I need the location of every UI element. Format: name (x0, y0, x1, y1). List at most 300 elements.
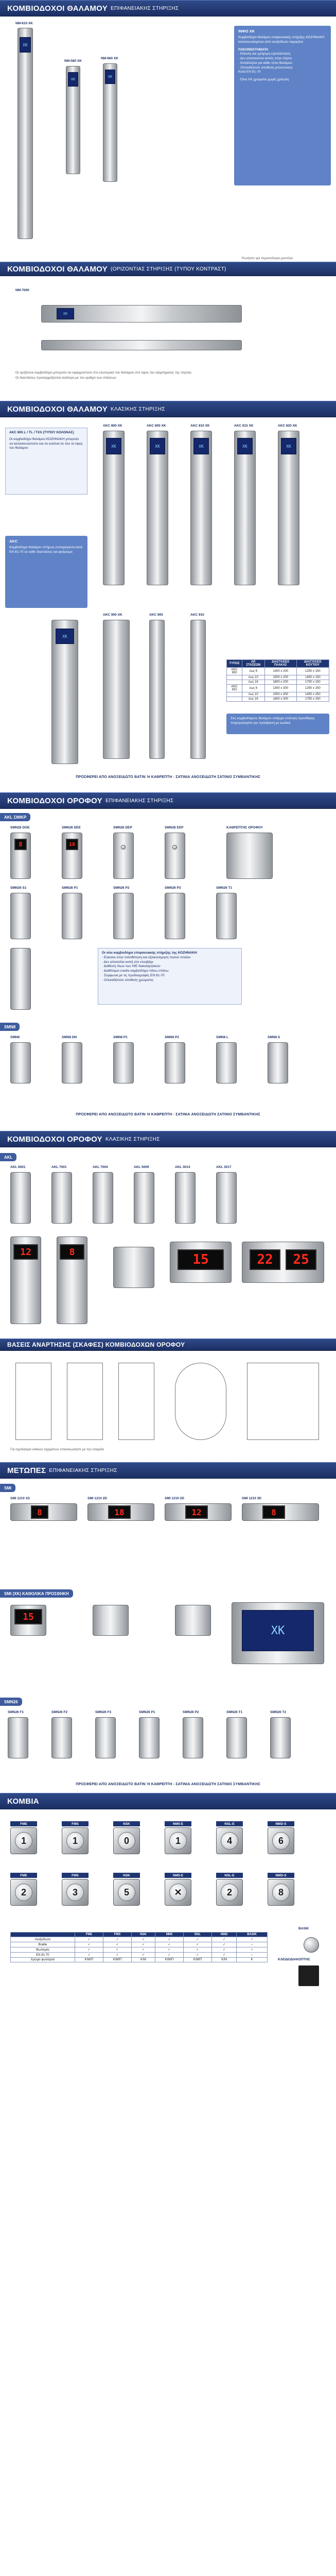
table-cell: ✓ (237, 1947, 268, 1953)
button-glyph: 4 (221, 1832, 238, 1850)
section-note: Ρωτήστε για περισσότερα μοντέλα (242, 257, 293, 260)
footer-line: ΠΡΟΣΦΕΡΕΙ ΑΠΟ ΑΝΟΞΕΙΔΩΤΟ ΒΑΤΙΝ Ή ΚΑΘΡΕΠΤΗ - ΣΑΤΙΝΙΑ ΑΝΟΞΕΙΔΩΤΗ ΣΑΤΙΝΙΟ ΣΥΜΒΑΝΤΙΚΗΣ (76, 775, 260, 779)
floor-panel (113, 1042, 134, 1083)
section-title: ΚΟΜΒΙΟΔΟΧΟΙ ΘΑΛΑΜΟΥ (7, 264, 108, 274)
table-cell: έως 10 (242, 675, 264, 680)
table-cell: ✓ (212, 1942, 237, 1947)
button-glyph: 6 (272, 1832, 290, 1850)
subsection-tag: AKL (0, 1153, 16, 1161)
model-label: SMN8 P1 (113, 1036, 128, 1039)
floor-digit-display: 8 (60, 1244, 84, 1260)
push-button[interactable] (113, 1827, 140, 1854)
table-header: NMD (212, 1933, 237, 1937)
info-line: κατασκευασμένοι από ανοξείδωτο λαμαρίνα (238, 40, 304, 44)
cabin-panel (103, 620, 130, 759)
subsection-tag: AKL ΣΜΙΚΡ (0, 813, 30, 821)
model-label: AKL 3017 (216, 1165, 232, 1169)
footer-line: ΠΡΟΣΦΕΡΕΙ ΑΠΟ ΑΝΟΞΕΙΔΩΤΟ ΒΑΤΙΝ Ή ΚΑΘΡΕΠΤΗ - ΣΑΤΙΝΙΑ ΑΝΟΞΕΙΔΩΤΗ ΣΑΤΙΝΙΟ ΣΥΜΒΑΝΤΙΚΗΣ (76, 1113, 260, 1116)
table-cell: Braille (11, 1942, 75, 1947)
table-header: ΤΥΠΟΣ (227, 660, 242, 668)
table-cell: AKC 900 (227, 668, 242, 675)
table-cell: 1300 x 200 (264, 668, 296, 675)
button-type-label: NSL-E (216, 1873, 243, 1878)
section-subtitle: ΕΠΙΦΑΝΕΙΑΚΗΣ ΣΤΗΡΙΞΗΣ (49, 1467, 117, 1473)
table-cell: ✓ (237, 1937, 268, 1942)
section-header-cabin-lcd (0, 0, 336, 16)
button-type-label: NSL-E (216, 1821, 243, 1826)
section-header-cabin-classic (0, 401, 336, 417)
section-title: ΚΟΜΒΙΟΔΟΧΟΙ ΘΑΛΑΜΟΥ (7, 4, 108, 13)
floor-panel (216, 1172, 237, 1224)
section-subtitle: ΕΠΙΦΑΝΕΙΑΚΗΣ ΣΤΗΡΙΞΗΣ (111, 5, 179, 11)
indicator-panel (183, 1717, 203, 1758)
model-label: SMN26 T2 (270, 1710, 287, 1714)
push-button[interactable] (268, 1879, 294, 1906)
model-label: SMN8 DN (62, 1036, 77, 1039)
floor-panel-square (113, 1247, 154, 1288)
floor-digit-display: 8 (14, 839, 27, 850)
lcd-display: XK (68, 72, 78, 87)
table-header: NSK (132, 1933, 155, 1937)
button-glyph: 3 (66, 1884, 84, 1901)
table-cell: ✓ (132, 1942, 155, 1947)
model-label: SMN26 DOE (10, 826, 30, 829)
table-cell: έως 6 (242, 668, 264, 675)
table-row (227, 692, 329, 697)
info-line: Οι νέοι κομβιοδόχοι επιφανειακής στήριξης της ΚΟΖΗΝΑΚΗ (102, 951, 197, 955)
table-cell: – (237, 1942, 268, 1947)
subsection-tag: SMN8 (0, 1023, 20, 1031)
model-label: AKL 6001 (10, 1165, 26, 1169)
floor-digit-display: 18 (108, 1505, 131, 1519)
table-cell (227, 697, 242, 702)
indicator-panel (8, 1717, 28, 1758)
model-label: AKL 7001 (51, 1165, 67, 1169)
table-row (11, 1947, 268, 1953)
table-cell: ✓ (212, 1953, 237, 1958)
indicator-panel (226, 1717, 247, 1758)
model-label: SMN26 T1 (216, 886, 233, 890)
info-line: ΠΛΕΟΝΕΚΤΗΜΑΤΑ (238, 47, 269, 52)
side-label: ΚΛΕΙΔΟΔΙΑΚΟΠΤΗΣ (278, 1958, 310, 1961)
table-header: FME (75, 1933, 103, 1937)
lcd-display: XK (57, 308, 74, 319)
info-text: Κομβιοδόχοι θαλάμου πλήρως εντοιχισμένοι κατά EN 81-70 σε κάθε διαστάσεις και φινίρισμα (9, 546, 83, 554)
info-line: · Διάθεση όλων των Η/Ε διακοσμητικών (102, 964, 161, 969)
section-note: Οι διαστάσεις προσαρμόζονται ανάλογα με τον αριθμό των στάσεων (15, 376, 116, 380)
table-cell: έως 16 (242, 697, 264, 702)
info-box-keypad (226, 714, 329, 734)
info-line: · Σύμφωνα με τις προδιαγραφές EN 81-70 (102, 973, 165, 977)
floor-panel (134, 1172, 154, 1224)
floor-panel (165, 1042, 185, 1083)
table-cell (227, 680, 242, 685)
lcd-display: XK (56, 629, 74, 644)
model-label: SMI 1210 2D (165, 1497, 184, 1500)
info-text: Στις κομβιοδόχους θαλάμου υπάρχει επιλογή προσθήκης πληκτρολογίου για πρόσβαση με κωδικό (231, 717, 315, 725)
model-label: AKL 5009 (134, 1165, 149, 1169)
model-label: SMN8 L (216, 1036, 228, 1039)
table-cell: K (237, 1958, 268, 1962)
button-type-label: NM5-E (165, 1873, 191, 1878)
floor-panel (10, 1042, 31, 1083)
floor-panel (113, 893, 134, 939)
floor-panel (175, 1172, 196, 1224)
section-title: ΜΕΤΩΠΕΣ (7, 1466, 46, 1475)
model-label: ΚΑΘΡΕΠΤΗΣ ΟΡΟΦΟΥ (226, 826, 263, 829)
lcd-display: XK (193, 438, 209, 454)
button-type-label: NMD-S (268, 1821, 294, 1826)
info-line: · Οποιαδήποτε σύνθεση μπουτονιών (238, 65, 293, 70)
model-label: SMN8 P2 (165, 1036, 179, 1039)
floor-panel (51, 1172, 72, 1224)
button-type-label: NSK (113, 1873, 140, 1878)
info-heading: AKC (9, 539, 18, 544)
section-note: Οι οριζόντιοι κομβιοδόχοι μπορούν να εφαρμοστούν στο εσωτερικό του θαλάμου στο ύψος του εξαρτήματος της πόρτας (15, 371, 192, 375)
info-heading: ΙΝΦΟ ΧΚ (238, 29, 255, 33)
table-cell: ✓ (75, 1953, 103, 1958)
info-line: Κατά EN 81-70 (238, 70, 261, 74)
table-cell (227, 675, 242, 680)
table-cell: ✓ (103, 1937, 132, 1942)
section-header-bases (0, 1338, 336, 1351)
info-box-column (5, 428, 87, 495)
info-line: Κομβιοδόχοι θαλάμου επιφανειακής στήριξης ΚΟΖΗΝΑΚΗ (238, 36, 325, 40)
floor-panel (10, 1172, 31, 1224)
model-label: SMN26 S1 (10, 886, 27, 890)
lcd-display: XK (105, 70, 115, 84)
table-cell: K/M/Π (75, 1958, 103, 1962)
call-button[interactable] (121, 845, 126, 850)
table-cell: ✓ (75, 1942, 103, 1947)
base-drawing (15, 1363, 51, 1440)
button-type-label: NMD-S (268, 1873, 294, 1878)
push-button[interactable] (10, 1827, 37, 1854)
section-header-floor-surface (0, 792, 336, 809)
info-line: · Δεν απαιτούνται κοπές στην πόρτα (238, 57, 292, 61)
info-box-akc (5, 536, 87, 608)
table-cell: Ανοξείδωτο (11, 1937, 75, 1942)
table-cell: 1800 x 200 (264, 680, 296, 685)
base-drawing (118, 1363, 154, 1440)
table-cell: ✓ (132, 1953, 155, 1958)
floor-mirror-panel (226, 833, 273, 879)
section-subtitle: ΕΠΙΦΑΝΕΙΑΚΗΣ ΣΤΗΡΙΞΗΣ (105, 798, 174, 804)
table-row (11, 1953, 268, 1958)
floor-panel (113, 833, 134, 879)
model-label: AKL 3014 (175, 1165, 190, 1169)
model-label: SMN26 DEE (62, 826, 81, 829)
dimensions-table (226, 659, 329, 702)
section-title: ΚΟΜΒΙΟΔΟΧΟΙ ΘΑΛΑΜΟΥ (7, 404, 108, 414)
floor-panel (216, 893, 237, 939)
model-label: SMN26 DEP (113, 826, 132, 829)
subsection-tag: SMI (0, 1484, 15, 1492)
section-header-cabin-horizontal (0, 262, 336, 276)
button-type-label: NSK (113, 1821, 140, 1826)
table-cell: ✓ (75, 1937, 103, 1942)
table-cell: 1450 x 250 (296, 692, 329, 697)
table-header: ΔΙΑΣΤΑΣΕΙΣ ΚΟΥΤΙΟΥ (296, 660, 329, 668)
button-glyph: 1 (15, 1832, 32, 1850)
table-cell: K/M/Π (183, 1958, 211, 1962)
model-label: SMN26 F1 (8, 1710, 24, 1714)
floor-digit-display: 8 (262, 1505, 285, 1519)
indicator-panel (270, 1717, 291, 1758)
table-cell: AKC 910 (227, 685, 242, 692)
floor-panel (62, 1042, 82, 1083)
subsection-tag: SMI (ΧΚ) ΚΑΘΟΛΙΚΑ ΠΡΟΣΘΗΚΗ (0, 1589, 73, 1598)
section-header-indicators (0, 1462, 336, 1479)
section-subtitle: ΚΛΑΣΙΚΗΣ ΣΤΗΡΙΞΗΣ (105, 1136, 160, 1142)
floor-digit-display: 8 (31, 1505, 48, 1519)
table-header: NSL (183, 1933, 211, 1937)
floor-panel (62, 893, 82, 939)
table-row (227, 680, 329, 685)
model-label: AKL 7004 (93, 1165, 108, 1169)
call-button[interactable] (172, 845, 177, 850)
table-cell: 1800 x 300 (264, 697, 296, 702)
button-glyph: 2 (221, 1884, 238, 1901)
section-title: ΚΟΜΒΙΑ (7, 1797, 39, 1806)
info-line: · Κατάλληλοι για κάθε τύπο θαλάμου (238, 61, 292, 65)
section-subtitle: ΚΛΑΣΙΚΗΣ ΣΤΗΡΙΞΗΣ (111, 406, 165, 412)
model-label: SMN8 S (268, 1036, 280, 1039)
info-box-cabin (234, 26, 331, 185)
floor-digit-display: 25 (286, 1249, 316, 1270)
floor-panel (165, 833, 185, 879)
table-row (227, 697, 329, 702)
lcd-display: XK (237, 438, 253, 454)
info-line: · Διαθέσιμοι ενιαίοι κομβιοδόχοι πάνω επάνω (102, 969, 169, 973)
table-cell: ✓ (212, 1937, 237, 1942)
model-label: SMN8 (10, 1036, 20, 1039)
model-label: SMI 1210 1D (10, 1497, 30, 1500)
table-cell: Φωτισμός (11, 1947, 75, 1953)
floor-panel (93, 1172, 113, 1224)
model-label: AKC 910 (190, 613, 204, 617)
table-cell: 1250 x 250 (296, 685, 329, 692)
model-label: NM-7000 (15, 289, 29, 292)
table-cell: ✓ (103, 1947, 132, 1953)
push-button[interactable] (165, 1879, 191, 1906)
info-line: · Εύκολη και γρήγορη εγκατάσταση (238, 52, 291, 56)
table-header: ΔΙΑΣΤΑΣΕΙΣ ΠΛΑΚΑΣ (264, 660, 296, 668)
model-label: SMN26 P2 (183, 1710, 199, 1714)
info-box-surface (98, 948, 242, 1005)
model-label: AKC 905 (149, 613, 163, 617)
table-row (227, 685, 329, 692)
button-type-label: NM5-E (165, 1821, 191, 1826)
cabin-panel (149, 620, 165, 759)
model-label: AKC 820 XK (278, 424, 297, 428)
footer-line: ΠΡΟΣΦΕΡΕΙ ΑΠΟ ΑΝΟΞΕΙΔΩΤΟ ΒΑΤΙΝ Ή ΚΑΘΡΕΠΤΗ - ΣΑΤΙΝΙΑ ΑΝΟΞΕΙΔΩΤΗ ΣΑΤΙΝΙΟ ΣΥΜΒΑΝΤΙΚΗΣ (76, 1783, 260, 1786)
button-type-label: FMS (62, 1821, 89, 1826)
cabin-panel (190, 620, 206, 759)
lcd-display: XK (150, 438, 165, 454)
table-cell (227, 692, 242, 697)
table-cell: 1300 x 300 (264, 685, 296, 692)
table-cell: K/M (132, 1958, 155, 1962)
model-label: NM-580 XK (64, 59, 82, 63)
table-cell: ✓ (103, 1953, 132, 1958)
info-line: · Όλοι ΧΚ χρώματα χωρίς χρέωση (238, 78, 289, 82)
indicator-panel (139, 1717, 160, 1758)
floor-panel (165, 893, 185, 939)
model-label: SMN26 P1 (139, 1710, 155, 1714)
floor-panel (216, 1042, 237, 1083)
table-cell: K/M/Π (155, 1958, 183, 1962)
table-cell: – (237, 1953, 268, 1958)
table-cell: ✓ (132, 1947, 155, 1953)
floor-panel (10, 893, 31, 939)
table-cell: ✓ (155, 1947, 183, 1953)
info-line: · Εύκολοι στην τοποθέτηση και εξοικονόμηση ποσού τελείου (102, 955, 191, 959)
table-cell: ✓ (183, 1937, 211, 1942)
table-header: ΑΡ. ΣΤΑΣΕΩΝ (242, 660, 264, 668)
model-label: AKC 805 XK (147, 424, 166, 428)
model-label: NM-660 XK (101, 57, 118, 60)
push-button[interactable] (268, 1827, 294, 1854)
push-button[interactable] (62, 1879, 89, 1906)
table-cell: ✓ (132, 1937, 155, 1942)
indicator-panel (175, 1605, 211, 1636)
lcd-display: XK (281, 438, 296, 454)
table-cell: K/M/Π (103, 1958, 132, 1962)
key-switch[interactable] (298, 1965, 319, 1986)
button-glyph: 8 (272, 1884, 290, 1901)
model-label: SMN26 EEP (165, 826, 184, 829)
cabin-panel-tall (17, 28, 33, 239)
table-header (11, 1933, 75, 1937)
indicator-panel (93, 1605, 129, 1636)
floor-digit-display: 12 (13, 1244, 38, 1260)
side-label: BASIK (298, 1927, 309, 1930)
horizontal-panel-side (41, 340, 242, 350)
table-cell: ✓ (155, 1942, 183, 1947)
button-type-label: FME (10, 1821, 37, 1826)
section-header-floor-classic (0, 1131, 336, 1147)
key-button[interactable] (304, 1937, 319, 1953)
floor-digit-display: 22 (250, 1249, 280, 1270)
table-row (11, 1942, 268, 1947)
model-label: NM-610 XK (15, 22, 33, 25)
table-header: BASIK (237, 1933, 268, 1937)
table-cell: 1250 x 150 (296, 668, 329, 675)
table-cell: ✓ (183, 1953, 211, 1958)
table-row (11, 1958, 268, 1962)
push-button[interactable] (216, 1827, 243, 1854)
table-cell: K/M (212, 1958, 237, 1962)
push-button[interactable] (165, 1827, 191, 1854)
floor-digit-display: 15 (178, 1249, 224, 1270)
section-header-buttons (0, 1793, 336, 1809)
info-text: Οι κομβιοδόχοι θαλάμου ΚΟΖΗΝΑΚΗ μπορούν να κατασκευαστούν και σε κολόνα σε όλο το ύψος του θαλάμου (9, 437, 83, 450)
button-glyph: 1 (169, 1832, 187, 1850)
table-cell: ✓ (183, 1947, 211, 1953)
push-button[interactable] (62, 1827, 89, 1854)
floor-digit-display: 15 (14, 1609, 42, 1624)
model-label: SMI 1210 3D (242, 1497, 261, 1500)
button-glyph: 5 (118, 1884, 135, 1901)
buttons-table (10, 1932, 268, 1962)
push-button[interactable] (216, 1879, 243, 1906)
table-cell: 1500 x 300 (264, 692, 296, 697)
floor-panel-tall (10, 948, 31, 1010)
table-header: FMS (103, 1933, 132, 1937)
floor-digit-display: 12 (185, 1505, 208, 1519)
lcd-display: XK (242, 1610, 314, 1651)
floor-panel (268, 1042, 288, 1083)
model-label: SMN26 F3 (95, 1710, 112, 1714)
button-glyph: 0 (118, 1832, 135, 1850)
model-label: SMN26 P1 (62, 886, 78, 890)
info-heading: AKC 805 L / TL / TXX (ΤΥΠΟΥ ΚΟΛΟΝΑΣ) (9, 431, 74, 434)
section-title: ΒΑΣΕΙΣ ΑΝΑΡΤΗΣΗΣ (ΣΚΑΦΕΣ) ΚΟΜΒΙΟΔΟΧΩΝ ΟΡΟΦΟΥ (7, 1341, 185, 1348)
table-cell: 1450 x 150 (296, 675, 329, 680)
table-cell: ✓ (183, 1942, 211, 1947)
button-glyph: 1 (66, 1832, 84, 1850)
model-label: AKC 800 XK (103, 424, 122, 428)
model-label: SMN26 P3 (165, 886, 181, 890)
table-cell: 1500 x 200 (264, 675, 296, 680)
floor-digit-display: 18 (66, 839, 78, 850)
subsection-tag: SMN26 (0, 1698, 22, 1706)
table-cell: Χρώμα φωτισμού (11, 1958, 75, 1962)
table-cell: ✓ (212, 1947, 237, 1953)
base-drawing (67, 1363, 103, 1440)
section-note: Για σχεδιασμό ειδικών σχημάτων επικοινωνήστε με την εταιρεία (10, 1448, 104, 1451)
table-row (227, 668, 329, 675)
table-cell: ✓ (75, 1947, 103, 1953)
table-cell: έως 10 (242, 692, 264, 697)
section-subtitle: (ΟΡΙΖΟΝΤΙΑΣ ΣΤΗΡΙΞΗΣ (ΤΥΠΟΥ ΚΟΝΤΡΑΣΤ) (111, 266, 226, 272)
button-glyph: 2 (15, 1884, 32, 1901)
push-button[interactable] (10, 1879, 37, 1906)
lcd-display: XK (20, 37, 31, 53)
table-header: NM5 (155, 1933, 183, 1937)
table-cell: ✓ (103, 1942, 132, 1947)
model-label: AKC 900 XK (103, 613, 122, 617)
table-cell: EN 81-70 (11, 1953, 75, 1958)
button-type-label: FMS (62, 1873, 89, 1878)
table-cell: ✓ (155, 1953, 183, 1958)
table-cell: ✓ (155, 1937, 183, 1942)
indicator-panel (51, 1717, 72, 1758)
section-title: ΚΟΜΒΙΟΔΟΧΟΙ ΟΡΟΦΟΥ (7, 1134, 102, 1144)
model-label: SMN26 P2 (113, 886, 130, 890)
table-cell: 1750 x 150 (296, 680, 329, 685)
table-row (11, 1937, 268, 1942)
model-label: AKC 810 XK (190, 424, 210, 428)
base-drawing (247, 1363, 319, 1440)
table-cell: έως 16 (242, 680, 264, 685)
info-line: · Δεν απαιτείται κοπή στο ντουβάρι (102, 960, 153, 964)
model-label: SMN26 F2 (51, 1710, 68, 1714)
push-button[interactable] (113, 1879, 140, 1906)
table-cell: 1750 x 250 (296, 697, 329, 702)
model-label: SMN26 T1 (226, 1710, 243, 1714)
button-type-label: FME (10, 1873, 37, 1878)
base-drawing-oval (175, 1363, 226, 1440)
model-label: SMI 1210 2D (87, 1497, 107, 1500)
section-title: ΚΟΜΒΙΟΔΟΧΟΙ ΟΡΟΦΟΥ (7, 796, 102, 805)
info-line: · Οποιαδήποτε σύνθεση χρώματος (102, 978, 154, 982)
button-glyph: ✕ (169, 1884, 187, 1901)
indicator-panel (95, 1717, 116, 1758)
table-cell: έως 6 (242, 685, 264, 692)
table-row (227, 675, 329, 680)
